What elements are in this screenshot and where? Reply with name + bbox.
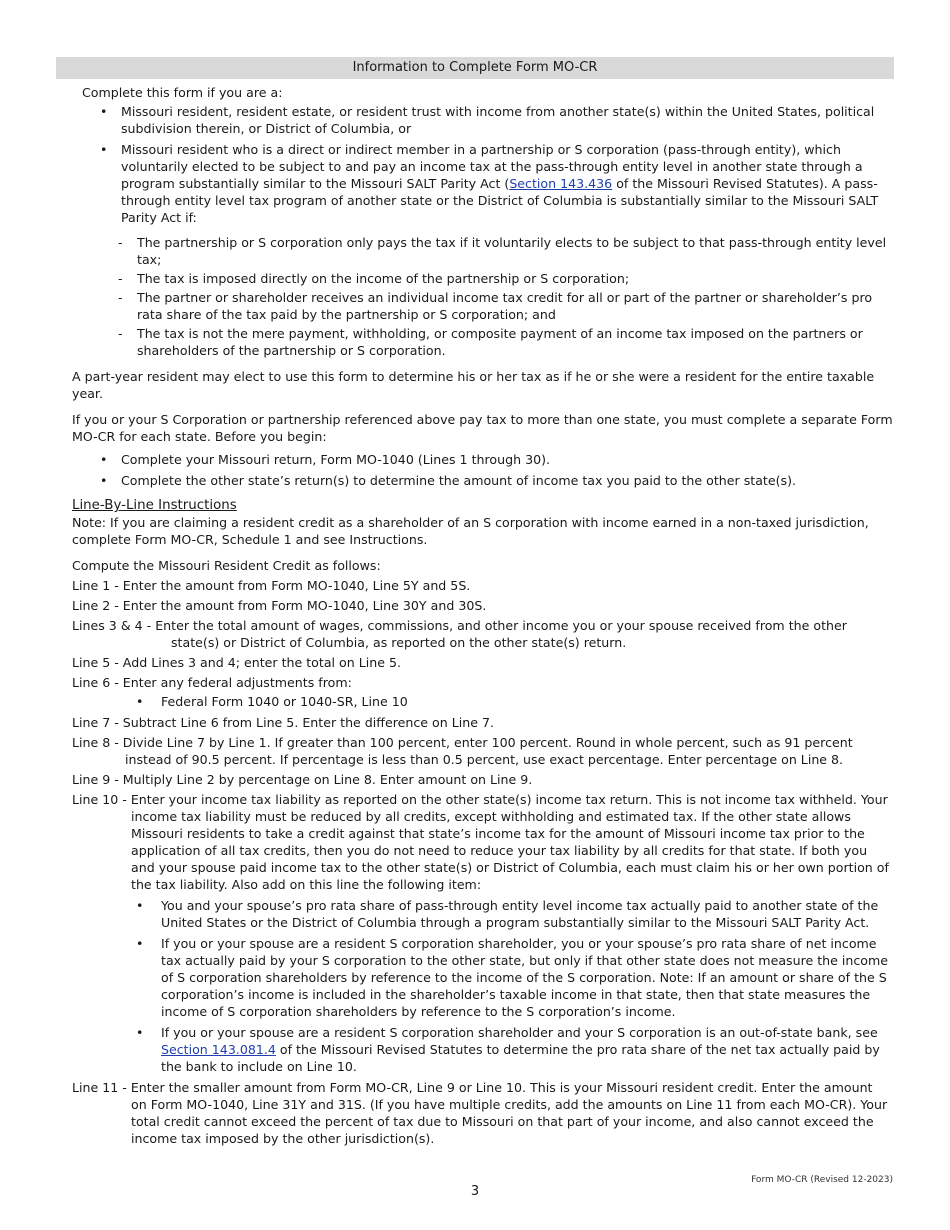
line-10-instruction [56, 791, 894, 1075]
section-header: Information to Complete Form MO-CR [56, 57, 894, 79]
section-143-081-4-link[interactable]: Section 143.081.4 [161, 1042, 276, 1057]
line-11-instruction [56, 1079, 894, 1147]
line-6-instruction [56, 674, 894, 710]
line-8-continued: instead of 90.5 percent. If percentage is less than 0.5 percent, use exact percentage. Enter percentage on Line 8. [125, 752, 844, 767]
list-item: - The tax is not the mere payment, withholding, or composite payment of an income tax imposed on the partners or shareholders of the partnership or S corporation. [56, 325, 894, 359]
list-item [56, 1024, 894, 1075]
list-item: • Missouri resident, resident estate, or resident trust with income from another state(s) within the United States, political subdivision therein, or District of Columbia, or [56, 103, 894, 137]
parity-conditions-list [56, 234, 894, 359]
part-year-paragraph: A part-year resident may elect to use this form to determine his or her tax as if he or she were a resident for the entire taxable year. [72, 369, 875, 401]
document-page [56, 57, 894, 1147]
multi-state-paragraph: If you or your S Corporation or partnership referenced above pay tax to more than one state, you must complete a separate Form MO-CR for each state. Before you begin: [72, 412, 893, 444]
list-item: - The partner or shareholder receives an individual income tax credit for all or part of the partner or shareholder’s pro rata share of the tax paid by the partnership or S corporation; and [56, 289, 894, 323]
line-6-text: Line 6 - Enter any federal adjustments from: [72, 675, 352, 690]
list-item [56, 141, 894, 359]
list-item: • Complete your Missouri return, Form MO-1040 (Lines 1 through 30). [56, 451, 894, 468]
page-number: 3 [470, 1184, 480, 1199]
line-2-instruction: Line 2 - Enter the amount from Form MO-1040, Line 30Y and 30S. [72, 598, 487, 613]
line-8-instruction [56, 734, 894, 768]
line-8-text: Line 8 - Divide Line 7 by Line 1. If greater than 100 percent, enter 100 percent. Round in whole percent, such as 91 percent [72, 735, 853, 750]
line-3-4-instruction [56, 617, 894, 651]
intro-lead: Complete this form if you are a: [82, 85, 283, 100]
instructions-note: Note: If you are claiming a resident credit as a shareholder of an S corporation with income earned in a non-taxed jurisdiction, complete Form MO-CR, Schedule 1 and see Instructions. [72, 515, 869, 547]
line-10-text: Line 10 - Enter your income tax liability as reported on the other state(s) income tax return. This is not income tax withheld. Your [72, 792, 888, 807]
line-9-instruction: Line 9 - Multiply Line 2 by percentage on Line 8. Enter amount on Line 9. [72, 772, 533, 787]
line-5-instruction: Line 5 - Add Lines 3 and 4; enter the total on Line 5. [72, 655, 401, 670]
line-11-continued: on Form MO-1040, Line 31Y and 31S. (If you have multiple credits, add the amounts on Line 11 from each MO-CR). Your total credit cannot exceed the percent of tax due to Missouri on that part of your income, and also cannot exceed the income tax imposed by the other jurisdiction(s). [131, 1097, 888, 1146]
line-7-instruction: Line 7 - Subtract Line 6 from Line 5. Enter the difference on Line 7. [72, 715, 494, 730]
list-item: • Federal Form 1040 or 1040-SR, Line 10 [56, 693, 894, 710]
section-143-436-link[interactable]: Section 143.436 [509, 176, 613, 191]
line-10-list [56, 897, 894, 1075]
before-begin-list [56, 451, 894, 489]
line-3-4-text: Lines 3 & 4 - Enter the total amount of wages, commissions, and other income you or your spouse received from the other [72, 618, 847, 633]
line-1-instruction: Line 1 - Enter the amount from Form MO-1040, Line 5Y and 5S. [72, 578, 471, 593]
line-10-continued: income tax liability must be reduced by all credits, except withholding and estimated tax. If the other state allows Missouri residents to take a credit against that state’s income tax for the amount of Missouri income tax prior to the application of all tax credits, then you do not need to reduce your tax liability by all credits for that state. If both you and your spouse paid income tax to the other state(s) or District of Columbia, each must claim his or her own portion of the tax liability. Also add on this line the following item: [131, 809, 889, 892]
bullet-text: Missouri resident who is a direct or indirect member in a partnership or S corporation (pass-through entity), which voluntarily elected to be subject to and pay an income tax at the pass-through entity level in another state through a program substantially similar to the Missouri SALT Parity Act ( [121, 142, 863, 191]
bullet-text: If you or your spouse are a resident S corporation shareholder and your S corporation is an out-of-state bank, see [161, 1025, 878, 1040]
line-3-4-continued: state(s) or District of Columbia, as reported on the other state(s) return. [171, 635, 627, 650]
line-11-text: Line 11 - Enter the smaller amount from Form MO-CR, Line 9 or Line 10. This is your Missouri resident credit. Enter the amount [72, 1080, 873, 1095]
list-item: • You and your spouse’s pro rata share of pass-through entity level income tax actually paid to another state of the United States or the District of Columbia through a program substantially similar to the Missouri SALT Parity Act. [56, 897, 894, 931]
list-item: • Complete the other state’s return(s) to determine the amount of income tax you paid to the other state(s). [56, 472, 894, 489]
list-item: - The tax is imposed directly on the income of the partnership or S corporation; [56, 270, 894, 287]
instructions-title: Line-By-Line Instructions [72, 498, 237, 513]
bullet-text: of the Missouri Revised Statutes). A pass-through entity level tax program of another state or the District of Columbia is substantially similar to the Missouri SALT Parity Act if: [121, 176, 879, 225]
intro-bullet-list [56, 103, 894, 359]
form-revision-label: Form MO-CR (Revised 12-2023) [751, 1175, 893, 1185]
compute-lead: Compute the Missouri Resident Credit as follows: [72, 558, 381, 573]
list-item: • If you or your spouse are a resident S corporation shareholder, you or your spouse’s pro rata share of net income tax actually paid by your S corporation to the other state, but only if that other state does not measure the income of S corporation shareholders by reference to the income of the S corporation. Note: If an amount or share of the S corporation’s income is included in the shareholder’s taxable income in that state, then that state measures the income of S corporation shareholders by reference to the S corporation’s income. [56, 935, 894, 1020]
list-item: - The partnership or S corporation only pays the tax if it voluntarily elects to be subject to that pass-through entity level tax; [56, 234, 894, 268]
bullet-text: of the Missouri Revised Statutes to determine the pro rata share of the net tax actually paid by the bank to include on Line 10. [161, 1042, 880, 1074]
line-6-list [56, 693, 894, 710]
